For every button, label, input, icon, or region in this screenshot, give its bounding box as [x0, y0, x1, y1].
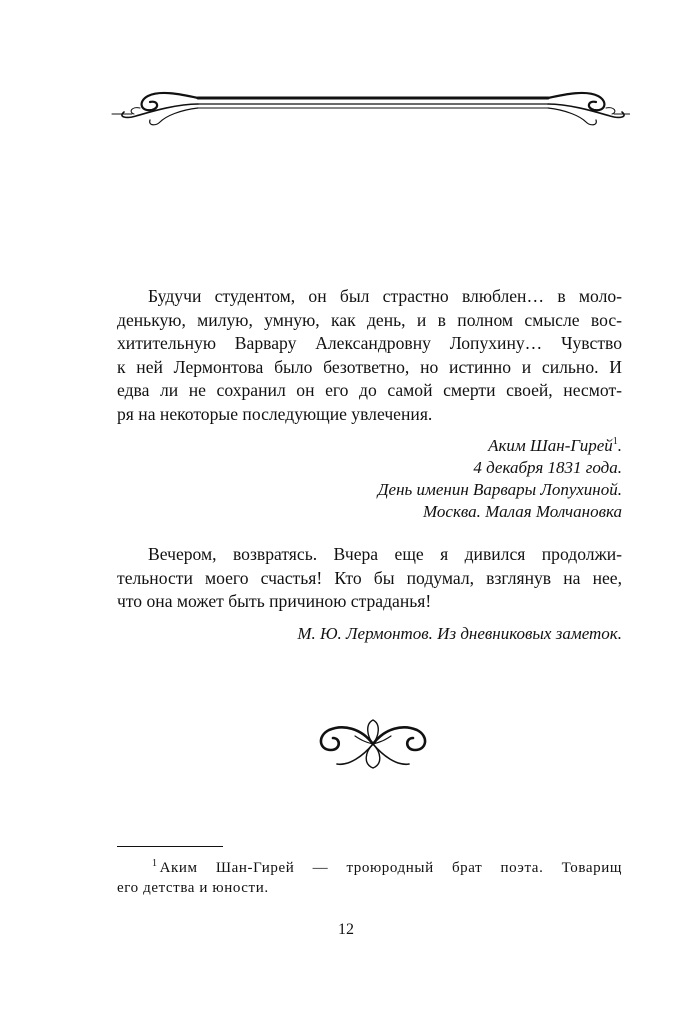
signature-source: М. Ю. Лермонтов. Из дневниковых заметок. [297, 623, 622, 643]
signature-author-line [117, 435, 622, 457]
text-line: Будучи студентом, он был страстно влюблен… в моло- [148, 286, 622, 306]
page-number: 12 [338, 921, 354, 938]
footnote-line-2: его детства и юности. [117, 880, 269, 896]
top-ornament-divider [110, 86, 630, 130]
footnote-line-1 [117, 858, 622, 878]
text-line: тельности моего счастья! Кто бы подумал, взглянув на нее, [117, 567, 622, 588]
footnote-separator [117, 846, 223, 847]
text-line: хитительную Варвару Александровну Лопухину… Чувство [117, 333, 622, 353]
text-line: едва ли не сохранил он его до самой смерти своей, несмот- [117, 380, 622, 400]
text-line: Вечером, возвратясь. Вчера еще я дивился продолжи- [148, 544, 622, 564]
text-line: к ней Лермонтова было безответно, но истинно и сильно. И [117, 356, 622, 377]
signature-date: 4 декабря 1831 года. [473, 458, 622, 477]
epigraph-2-signature [117, 623, 622, 645]
footnote-reference: 1 [612, 436, 618, 447]
signature-place: Москва. Малая Молчановка [422, 502, 622, 521]
epigraph-2 [117, 543, 622, 645]
center-ornament [315, 716, 431, 772]
epigraph-2-text [117, 543, 622, 614]
text-line: ря на некоторые последующие увлечения. [117, 403, 433, 424]
text-line: денькую, милую, умную, как день, и в полном смысле вос- [117, 309, 622, 330]
text-line: что она может быть причиною страданья! [117, 591, 432, 611]
epigraph-1 [117, 285, 622, 523]
signature-author: Аким Шан-Гирей [488, 436, 613, 455]
epigraph-1-text [117, 285, 622, 426]
footnote-marker: 1 [152, 858, 158, 869]
epigraph-1-signature [117, 435, 622, 523]
footnote [117, 858, 622, 898]
signature-author-suffix: . [617, 436, 622, 455]
footnote-text-1: Аким Шан-Гирей — троюродный брат поэта. Товарищ [159, 860, 622, 876]
signature-occasion: День именин Варвары Лопухиной. [377, 480, 622, 499]
